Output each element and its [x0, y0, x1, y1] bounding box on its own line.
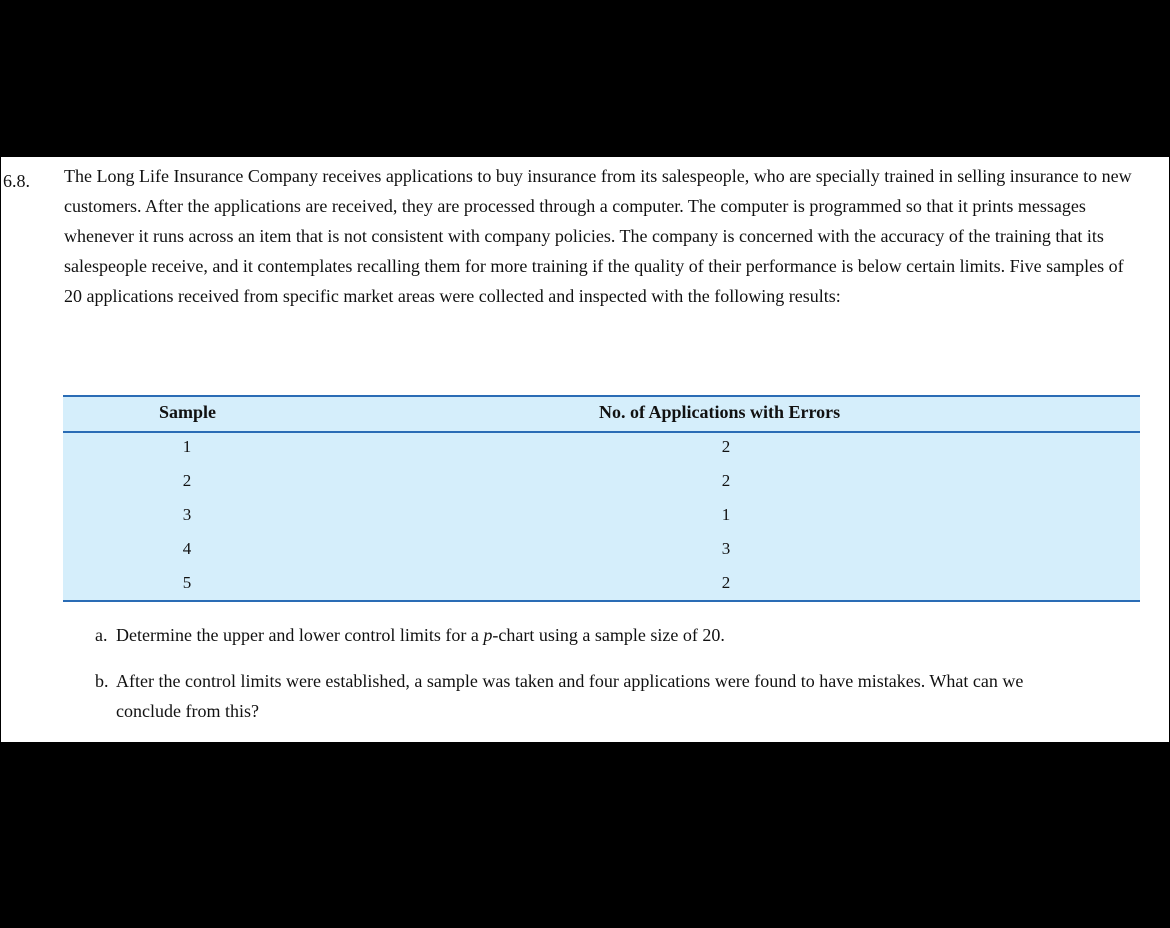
cell-sample: 3 — [182, 505, 192, 524]
cell-sample: 1 — [182, 437, 192, 456]
column-header-errors: No. of Applications with Errors — [599, 402, 841, 422]
part-a-text-after: -chart using a sample size of 20. — [492, 625, 725, 645]
part-b — [95, 666, 1145, 726]
cell-errors: 3 — [721, 539, 731, 558]
part-a-text-before: Determine the upper and lower control limits for a — [116, 625, 484, 645]
problem-page — [1, 157, 1169, 742]
cell-errors: 2 — [721, 573, 731, 592]
cell-sample: 4 — [182, 539, 192, 558]
cell-errors: 1 — [721, 505, 731, 524]
cell-sample: 5 — [182, 573, 192, 592]
part-b-label: b. — [95, 671, 109, 691]
table-row — [63, 569, 1140, 603]
problem-statement: The Long Life Insurance Company receives applications to buy insurance from its salespeople, who are specially trained in selling insurance to new customers. After the applications are received, they are processed through a computer. The computer is programmed so that it prints messages whenever it runs across an item that is not consistent with company policies. The company is concerned with the accuracy of the training that its salespeople receive, and it contemplates recalling them for more training if the quality of their performance is below certain limits. Five samples of 20 applications received from specific market areas were collected and inspected with the following results: — [64, 166, 1132, 306]
part-a-label: a. — [95, 625, 108, 645]
part-b-line2: conclude from this? — [116, 701, 259, 721]
part-a — [95, 620, 1145, 650]
problem-number: 6.8. — [3, 171, 30, 191]
cell-sample: 2 — [182, 471, 192, 490]
cell-errors: 2 — [721, 471, 731, 490]
cell-errors: 2 — [721, 437, 731, 456]
table-row — [63, 467, 1140, 501]
table-row — [63, 535, 1140, 569]
table-row — [63, 433, 1140, 467]
part-b-line1: After the control limits were established, a sample was taken and four applications were found to have mistakes. What can we — [116, 671, 1024, 691]
table-row — [63, 501, 1140, 535]
column-header-sample: Sample — [159, 402, 217, 422]
table-header — [63, 397, 1140, 433]
part-a-italic-p: p — [483, 625, 493, 645]
data-table — [63, 395, 1140, 602]
